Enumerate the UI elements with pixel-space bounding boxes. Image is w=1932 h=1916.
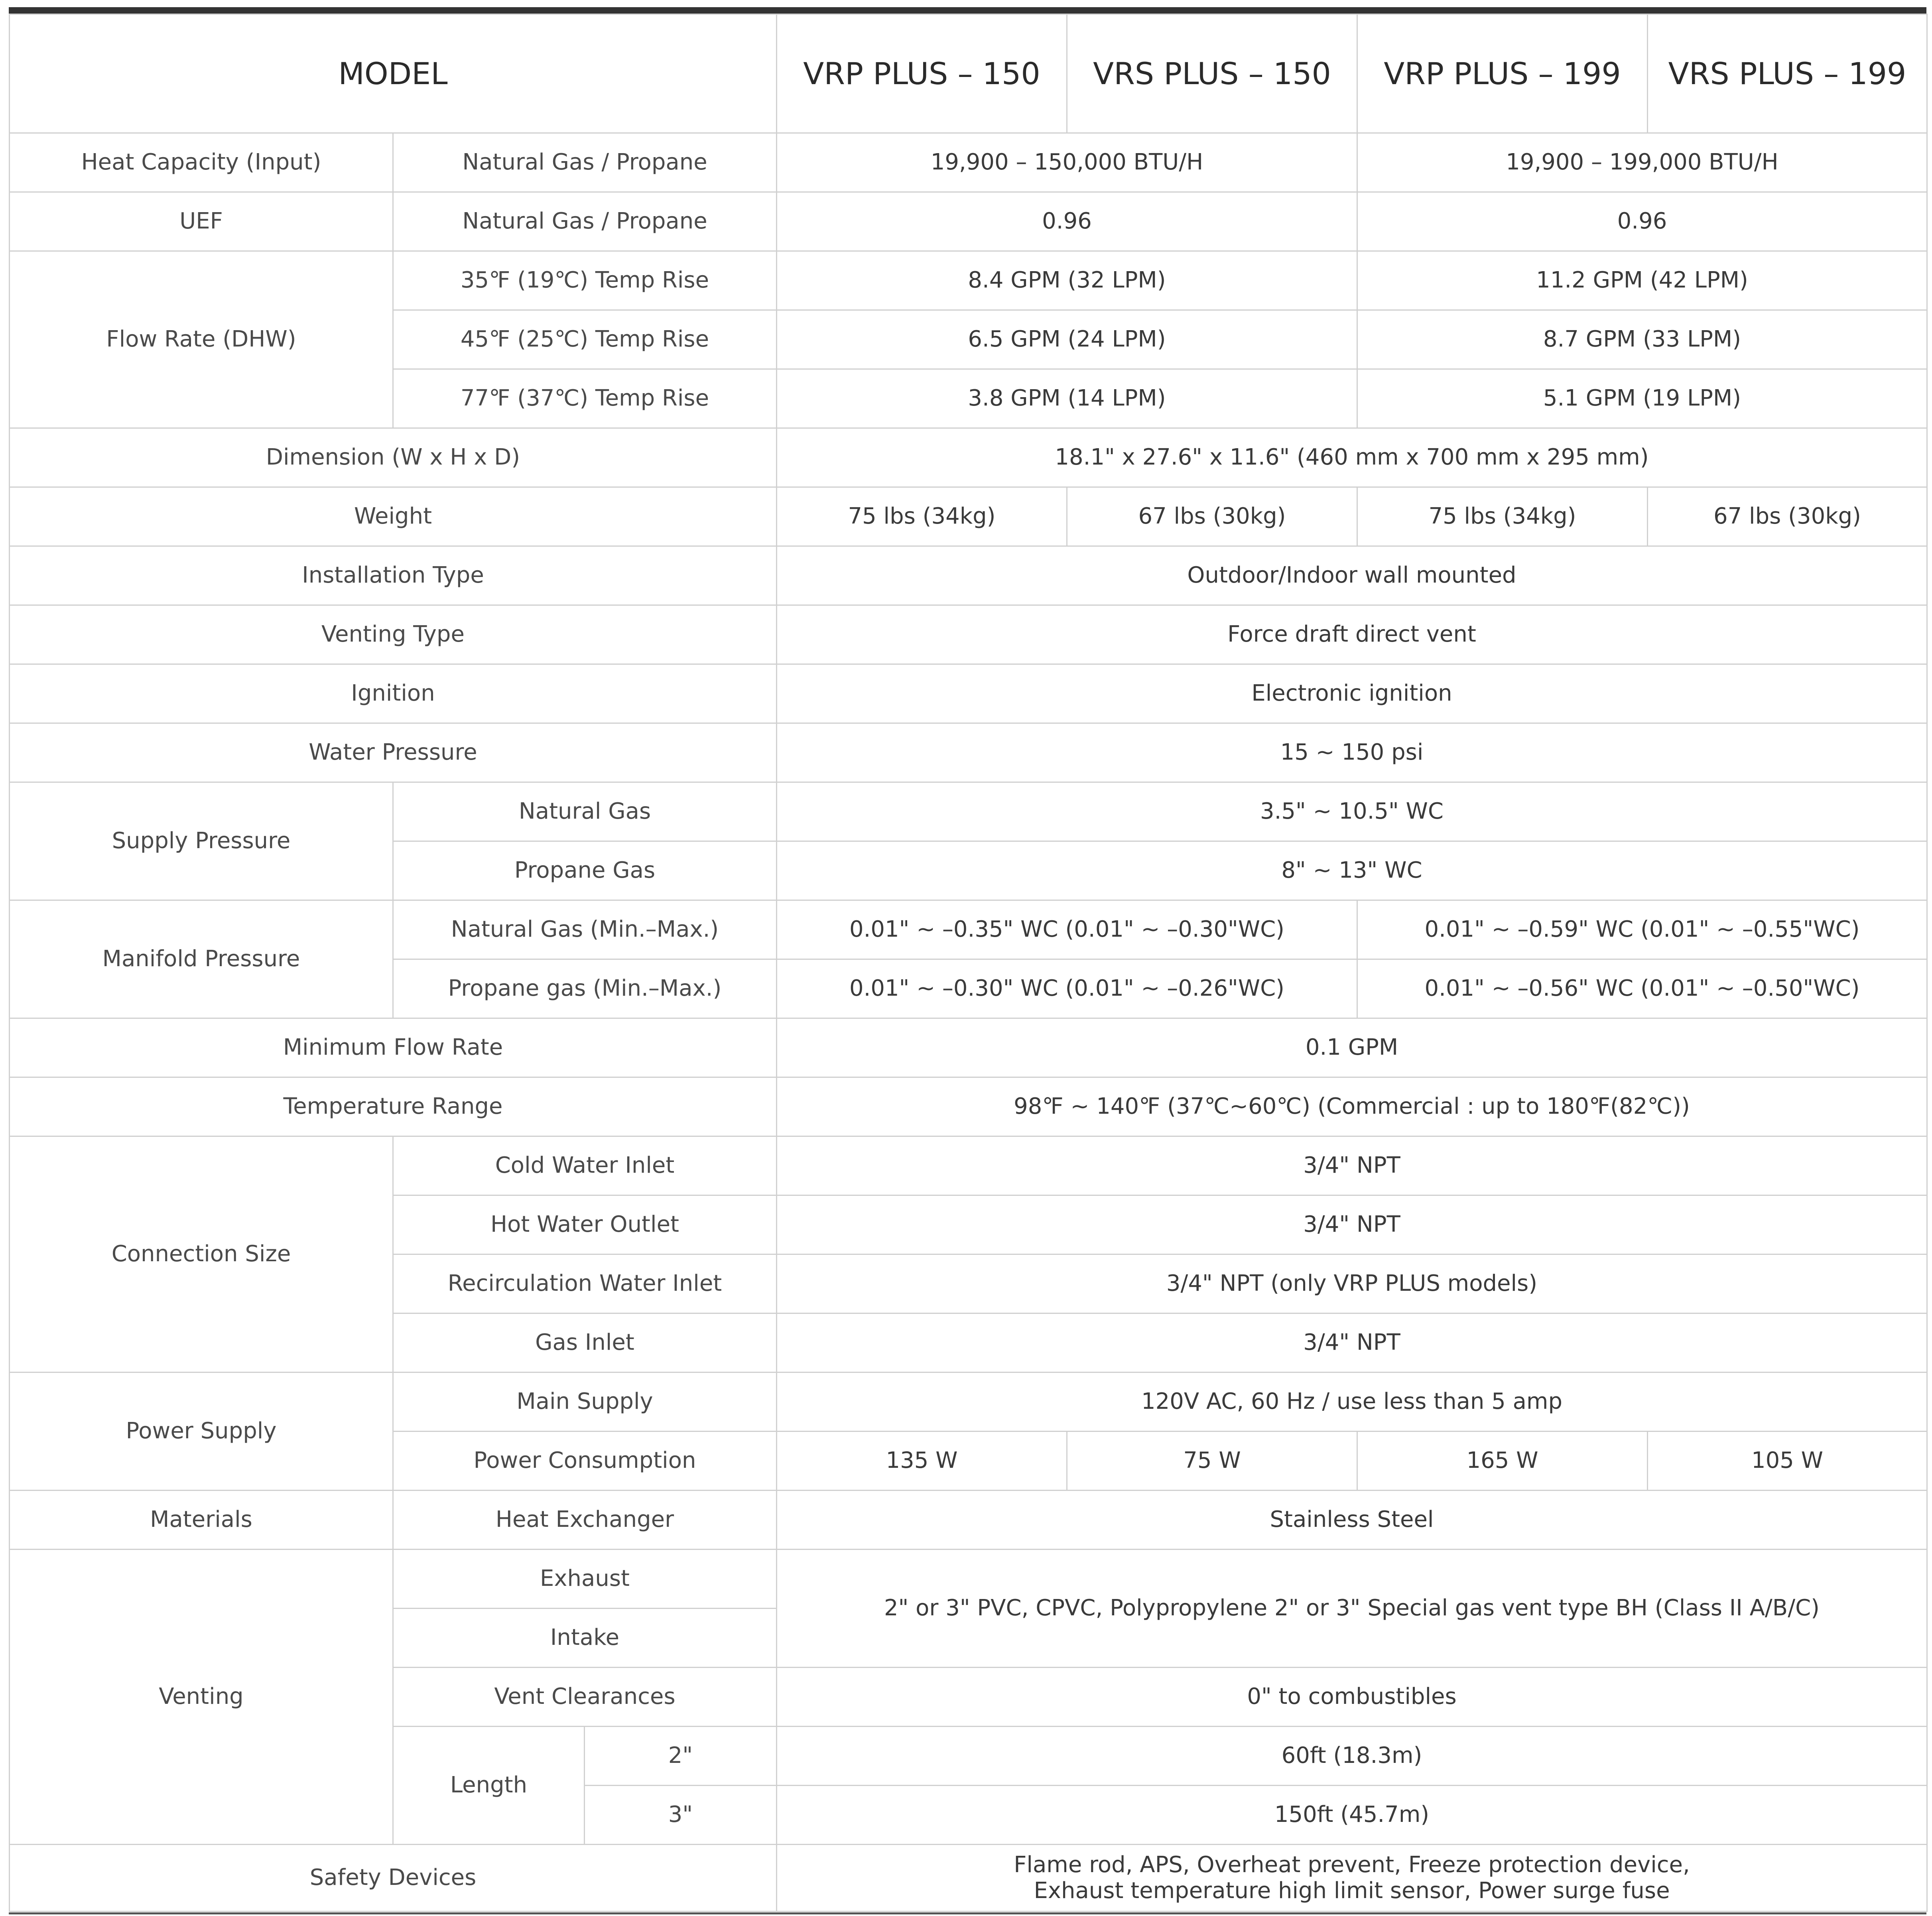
supply-pressure-sub: Natural Gas xyxy=(393,782,777,841)
vent-clearances-value: 0" to combustibles xyxy=(777,1668,1927,1727)
table-row xyxy=(10,546,1927,605)
flow-rate-150: 3.8 GPM (14 LPM) xyxy=(777,369,1357,428)
heat-capacity-sub: Natural Gas / Propane xyxy=(393,133,777,192)
vent-pipe-value: 2" or 3" PVC, CPVC, Polypropylene 2" or 3" Special gas vent type BH (Class II A/B/C) xyxy=(777,1550,1927,1668)
main-supply-value: 120V AC, 60 Hz / use less than 5 amp xyxy=(777,1373,1927,1432)
weight-vrs-150: 67 lbs (30kg) xyxy=(1067,487,1357,546)
connection-size-sub: Cold Water Inlet xyxy=(393,1136,777,1195)
connection-size-value: 3/4" NPT xyxy=(777,1313,1927,1373)
power-consumption-vrs-199: 105 W xyxy=(1648,1432,1927,1491)
table-row xyxy=(10,723,1927,782)
water-pressure-value: 15 ~ 150 psi xyxy=(777,723,1927,782)
model-header: MODEL xyxy=(10,14,777,133)
table-row xyxy=(10,1136,1927,1195)
model-header-vrs-150: VRS PLUS – 150 xyxy=(1067,14,1357,133)
table-row xyxy=(10,1491,1927,1550)
venting-type-label: Venting Type xyxy=(10,605,777,664)
exhaust-sub: Exhaust xyxy=(393,1550,777,1609)
manifold-pressure-150: 0.01" ~ –0.35" WC (0.01" ~ –0.30"WC) xyxy=(777,900,1357,959)
manifold-pressure-150: 0.01" ~ –0.30" WC (0.01" ~ –0.26"WC) xyxy=(777,959,1357,1018)
power-consumption-vrp-150: 135 W xyxy=(777,1432,1067,1491)
safety-devices-value xyxy=(777,1845,1927,1912)
venting-type-value: Force draft direct vent xyxy=(777,605,1927,664)
weight-vrp-150: 75 lbs (34kg) xyxy=(777,487,1067,546)
flow-rate-150: 8.4 GPM (32 LPM) xyxy=(777,251,1357,310)
manifold-pressure-label: Manifold Pressure xyxy=(10,900,393,1018)
table-row xyxy=(10,605,1927,664)
spec-sheet xyxy=(9,7,1926,1914)
ignition-label: Ignition xyxy=(10,664,777,723)
water-pressure-label: Water Pressure xyxy=(10,723,777,782)
heat-exchanger-value: Stainless Steel xyxy=(777,1491,1927,1550)
manifold-pressure-199: 0.01" ~ –0.59" WC (0.01" ~ –0.55"WC) xyxy=(1357,900,1927,959)
table-row xyxy=(10,487,1927,546)
intake-sub: Intake xyxy=(393,1609,777,1668)
manifold-pressure-sub: Propane gas (Min.–Max.) xyxy=(393,959,777,1018)
table-row xyxy=(10,1845,1927,1912)
safety-devices-line: Flame rod, APS, Overheat prevent, Freeze protection device, xyxy=(1014,1852,1690,1878)
heat-capacity-150: 19,900 – 150,000 BTU/H xyxy=(777,133,1357,192)
min-flow-rate-label: Minimum Flow Rate xyxy=(10,1018,777,1077)
manifold-pressure-sub: Natural Gas (Min.–Max.) xyxy=(393,900,777,959)
safety-devices-line: Exhaust temperature high limit sensor, Power surge fuse xyxy=(1034,1877,1670,1904)
power-consumption-sub: Power Consumption xyxy=(393,1432,777,1491)
table-row xyxy=(10,664,1927,723)
temperature-range-value: 98℉ ~ 140℉ (37℃~60℃) (Commercial : up to 180℉(82℃)) xyxy=(777,1077,1927,1136)
dimension-label: Dimension (W x H x D) xyxy=(10,428,777,487)
power-consumption-vrs-150: 75 W xyxy=(1067,1432,1357,1491)
model-header-vrp-199: VRP PLUS – 199 xyxy=(1357,14,1648,133)
flow-rate-sub: 35℉ (19℃) Temp Rise xyxy=(393,251,777,310)
installation-type-label: Installation Type xyxy=(10,546,777,605)
connection-size-sub: Recirculation Water Inlet xyxy=(393,1254,777,1313)
materials-label: Materials xyxy=(10,1491,393,1550)
weight-vrp-199: 75 lbs (34kg) xyxy=(1357,487,1648,546)
model-header-vrp-150: VRP PLUS – 150 xyxy=(777,14,1067,133)
table-row xyxy=(10,1550,1927,1609)
table-row xyxy=(10,251,1927,310)
power-consumption-vrp-199: 165 W xyxy=(1357,1432,1648,1491)
venting-label: Venting xyxy=(10,1550,393,1845)
dimension-value: 18.1" x 27.6" x 11.6" (460 mm x 700 mm x 295 mm) xyxy=(777,428,1927,487)
heat-exchanger-sub: Heat Exchanger xyxy=(393,1491,777,1550)
power-supply-label: Power Supply xyxy=(10,1373,393,1491)
main-supply-sub: Main Supply xyxy=(393,1373,777,1432)
table-row xyxy=(10,428,1927,487)
table-row xyxy=(10,782,1927,841)
table-row xyxy=(10,192,1927,251)
uef-199: 0.96 xyxy=(1357,192,1927,251)
connection-size-sub: Gas Inlet xyxy=(393,1313,777,1373)
weight-label: Weight xyxy=(10,487,777,546)
table-row xyxy=(10,900,1927,959)
table-row xyxy=(10,1018,1927,1077)
model-header-vrs-199: VRS PLUS – 199 xyxy=(1648,14,1927,133)
installation-type-value: Outdoor/Indoor wall mounted xyxy=(777,546,1927,605)
min-flow-rate-value: 0.1 GPM xyxy=(777,1018,1927,1077)
flow-rate-199: 5.1 GPM (19 LPM) xyxy=(1357,369,1927,428)
flow-rate-sub: 77℉ (37℃) Temp Rise xyxy=(393,369,777,428)
ignition-value: Electronic ignition xyxy=(777,664,1927,723)
connection-size-label: Connection Size xyxy=(10,1136,393,1373)
flow-rate-199: 11.2 GPM (42 LPM) xyxy=(1357,251,1927,310)
supply-pressure-label: Supply Pressure xyxy=(10,782,393,900)
supply-pressure-value: 3.5" ~ 10.5" WC xyxy=(777,782,1927,841)
supply-pressure-value: 8" ~ 13" WC xyxy=(777,841,1927,900)
flow-rate-sub: 45℉ (25℃) Temp Rise xyxy=(393,310,777,369)
uef-150: 0.96 xyxy=(777,192,1357,251)
header-row xyxy=(10,14,1927,133)
weight-vrs-199: 67 lbs (30kg) xyxy=(1648,487,1927,546)
heat-capacity-label: Heat Capacity (Input) xyxy=(10,133,393,192)
safety-devices-label: Safety Devices xyxy=(10,1845,777,1912)
length-label: Length xyxy=(393,1727,585,1845)
connection-size-value: 3/4" NPT xyxy=(777,1195,1927,1254)
length-value: 60ft (18.3m) xyxy=(777,1727,1927,1786)
heat-capacity-199: 19,900 – 199,000 BTU/H xyxy=(1357,133,1927,192)
temperature-range-label: Temperature Range xyxy=(10,1077,777,1136)
table-row xyxy=(10,133,1927,192)
flow-rate-label: Flow Rate (DHW) xyxy=(10,251,393,428)
length-size: 2" xyxy=(585,1727,777,1786)
uef-label: UEF xyxy=(10,192,393,251)
supply-pressure-sub: Propane Gas xyxy=(393,841,777,900)
connection-size-value: 3/4" NPT xyxy=(777,1136,1927,1195)
vent-clearances-sub: Vent Clearances xyxy=(393,1668,777,1727)
length-size: 3" xyxy=(585,1786,777,1845)
uef-sub: Natural Gas / Propane xyxy=(393,192,777,251)
connection-size-sub: Hot Water Outlet xyxy=(393,1195,777,1254)
flow-rate-150: 6.5 GPM (24 LPM) xyxy=(777,310,1357,369)
connection-size-value: 3/4" NPT (only VRP PLUS models) xyxy=(777,1254,1927,1313)
spec-table xyxy=(9,14,1928,1912)
table-row xyxy=(10,1077,1927,1136)
flow-rate-199: 8.7 GPM (33 LPM) xyxy=(1357,310,1927,369)
table-row xyxy=(10,1373,1927,1432)
manifold-pressure-199: 0.01" ~ –0.56" WC (0.01" ~ –0.50"WC) xyxy=(1357,959,1927,1018)
length-value: 150ft (45.7m) xyxy=(777,1786,1927,1845)
